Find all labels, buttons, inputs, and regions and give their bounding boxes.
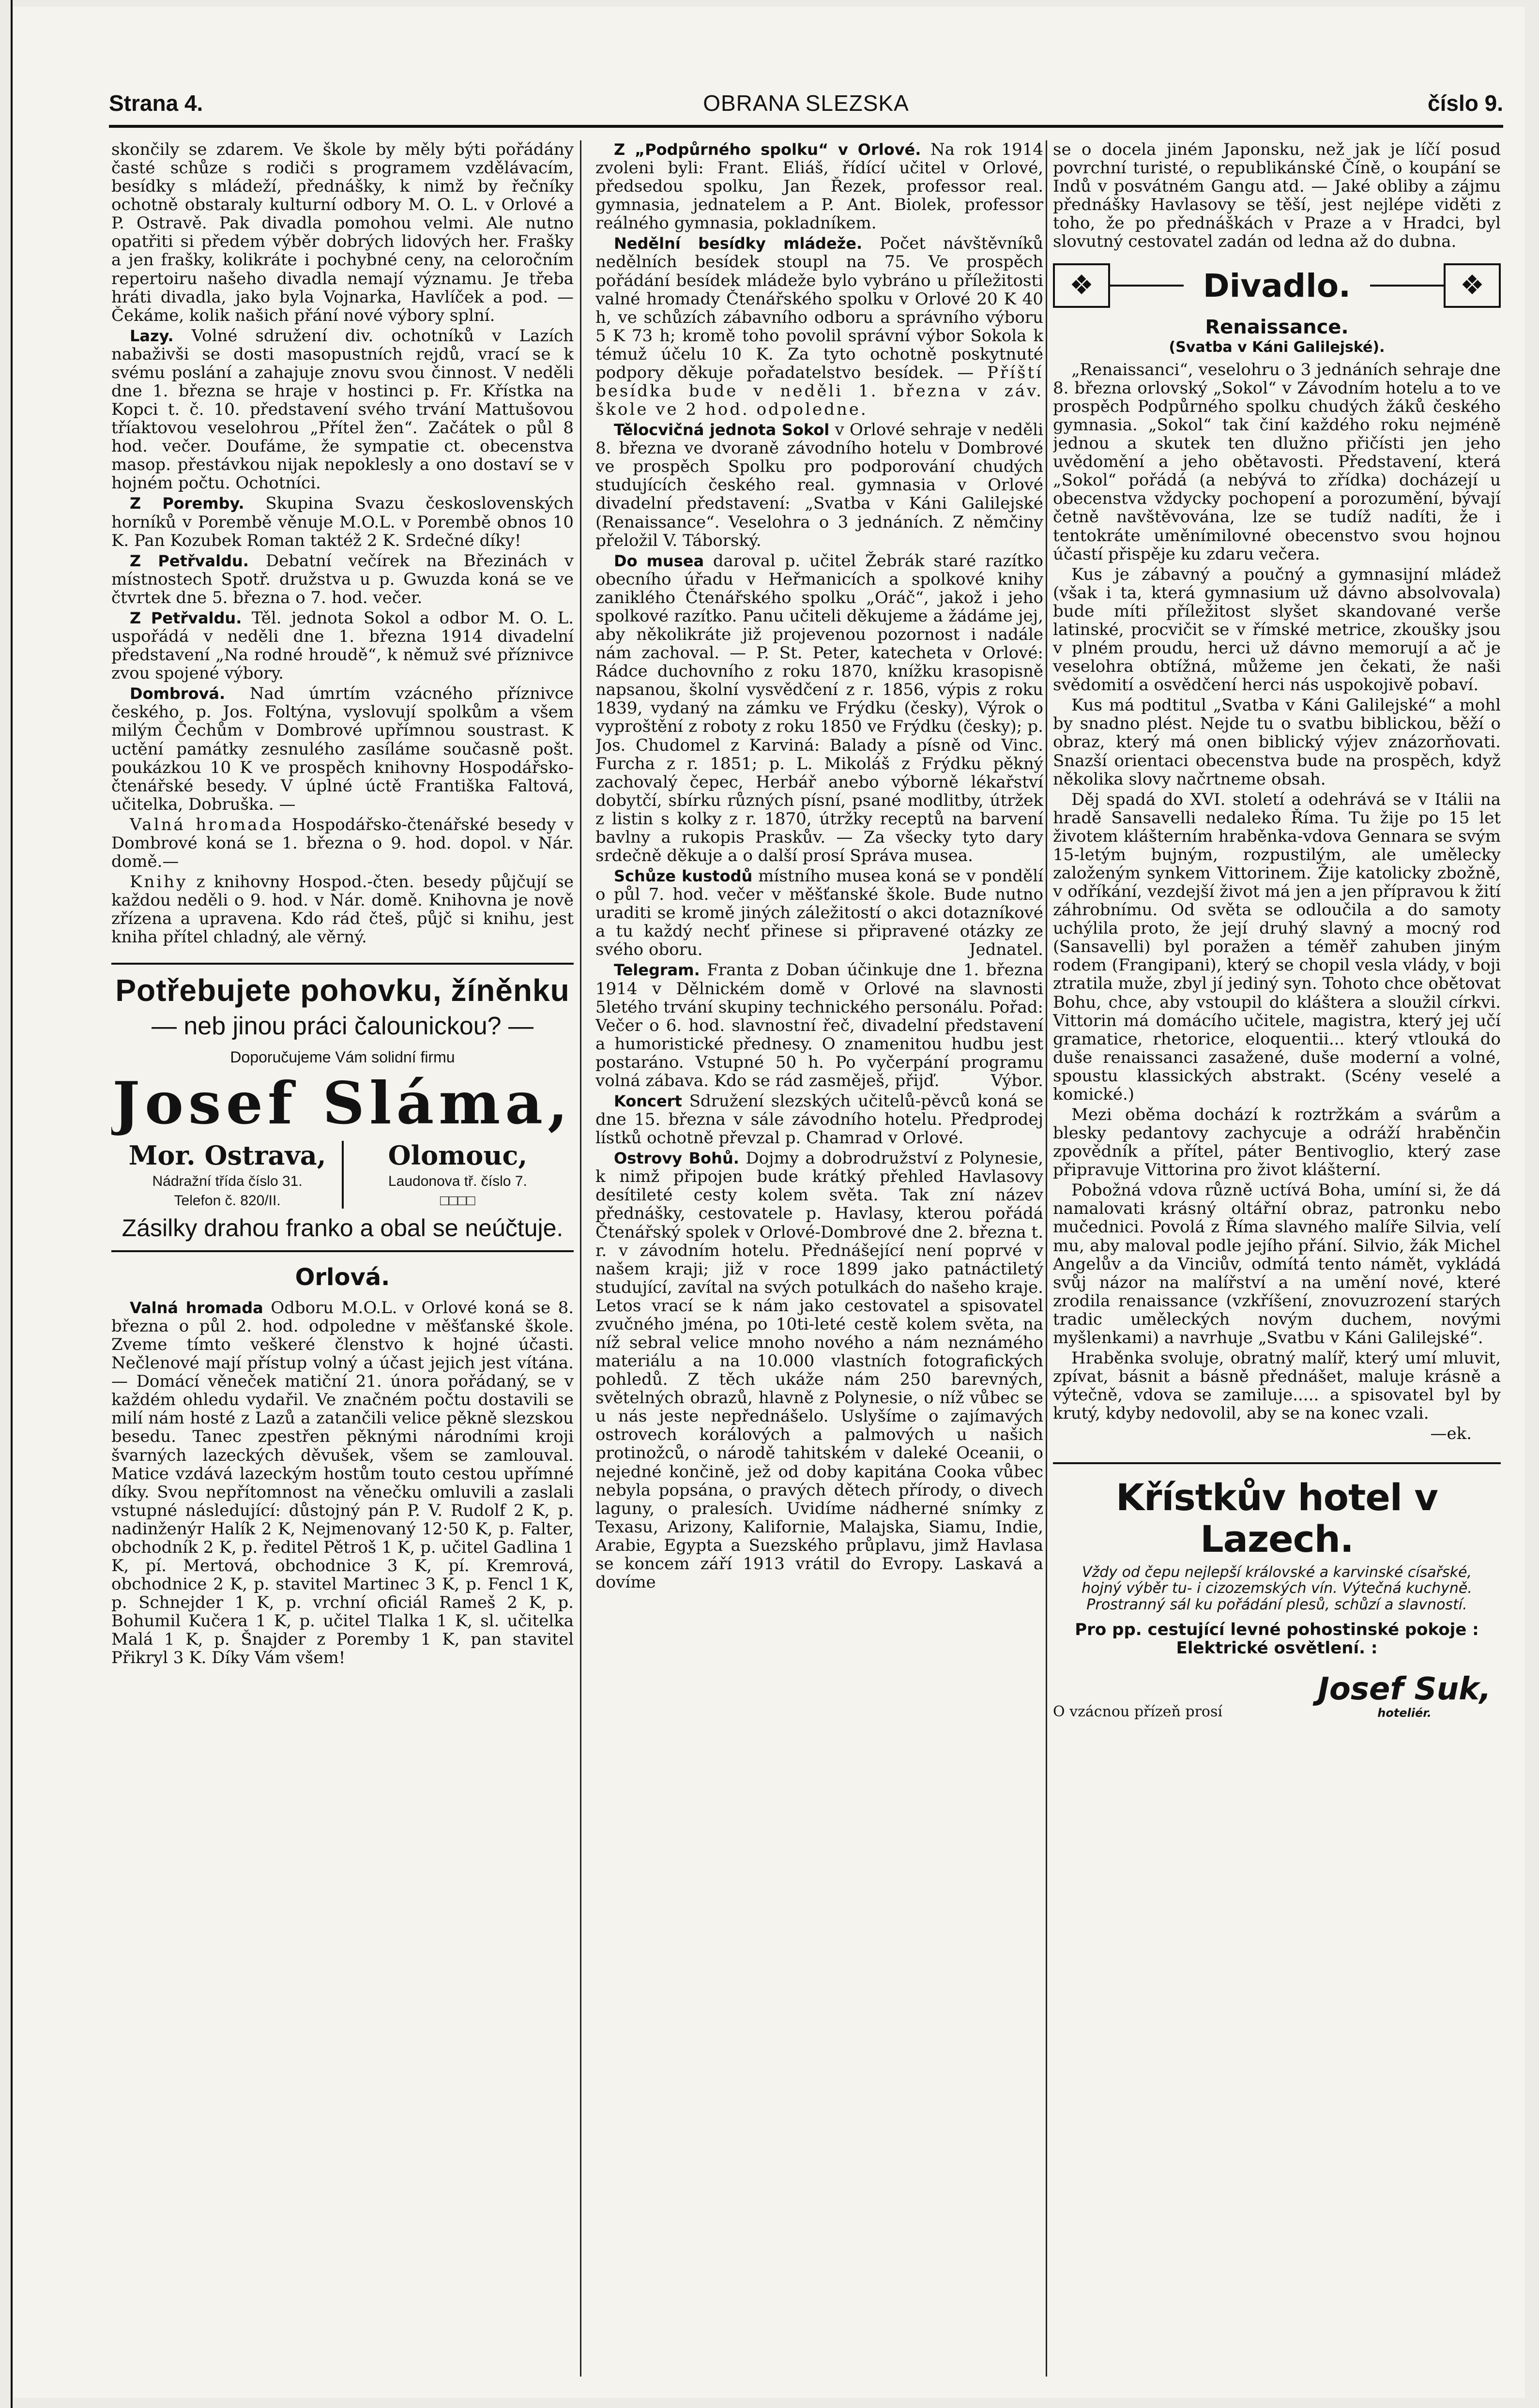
news-text: Volné sdružení div. ochotníků v Lazích nabaživši se dosti masopustních rejdů, vrací se k svému poslání a zahajuje znovu svou činnost. V neděli dne 1. března se hraje v hostinci p. Fr. Křístka na Kopci t. č. 10. představení svého trvání Mattušovou tříaktovou veselohrou „Přítel žen“. Začátek o půl 8 hod. večer. Doufáme, že sympatie ct. obecenstva masop. přestávkou nijak nepoklesly a ono dostaví se v hojném počtu. Ochotníci.	[111, 326, 574, 493]
ad-shipping-note: Zásilky drahou franko a obal se neúčtuje.	[122, 1214, 564, 1242]
issue-number: číslo 9.	[1428, 91, 1503, 116]
news-item	[111, 684, 574, 814]
hotel-owner	[1318, 1672, 1491, 1720]
news-item	[595, 421, 1043, 550]
ad-address: Nádražní třída číslo 31.	[152, 1173, 303, 1189]
hotel-description: Vždy od čepu nejlepší královské a karvinské císařské, hojný výběr tu- i cizozemských vín. Výtečná kuchyně. Prostranný sál ku pořádání plesů, schůzí a slavností.	[1082, 1563, 1472, 1613]
article-paragraph: Pobožná vdova různě uctívá Boha, umíní si, že dá namalovati krásný oltářní obraz, patronku nebo mučednici. Povolá z Říma slavného malíře Silvia, velí mu, aby maloval podle jejího přání. Silvio, žák Michel Angelův a da Vinciův, odmítá tento námět, vykládá svůj názor na malířství a na umění nové, které zrodila renaissance (vzkříšení, znovuzrození starých tradic uměleckých novým duchem, novými myšlenkami) a navrhuje „Svatbu v Káni Galilejské“.	[1053, 1181, 1501, 1348]
hotel-owner-title: hoteliér.	[1377, 1706, 1432, 1720]
ad-address: Laudonova tř. číslo 7.	[388, 1173, 527, 1189]
ad-company-name: Josef Sláma,	[112, 1069, 573, 1138]
ad-divider	[342, 1141, 344, 1209]
news-text: Debatní večírek na Březinách v místnostech Spotř. družstva u p. Gwuzda koná se ve čtvrtek dne 5. března o 7. hod. večer.	[111, 551, 574, 607]
hotel-request: O vzácnou přízeň prosí	[1053, 1703, 1222, 1720]
news-item	[595, 961, 1043, 1090]
column-left	[111, 140, 574, 2377]
news-item	[595, 1092, 1043, 1147]
news-text: Dojmy a dobrodružství z Polynesie, k nimž připojen bude krátký přehled Havlasovy desítileté cesty kolem světa. Tak zní název přednášky, cestovatele p. Havlasy, kterou pořádá Čtenářský spolek v Orlové-Dombrové dne 2. března t. r. v závodním hotelu. Přednášející není poprvé v našem kraji; již v roce 1899 jako patnáctiletý studující, zavítal na svých potulkách do našeho kraje. Letos vrací se k nám jako cestovatel a spisovatel zvučného jména, po 10ti-leté cestě kolem světa, na níž sebral velice mnoho nového a nám neznámého materiálu a na 10.000 vlastních fotografických pohledů. Z těch ukáže nám 250 barevných, světelných obrazů, hlavně z Polynesie, o níž vůbec se u nás jeste nepřednášelo. Uslyšíme o zajímavých ostrovech korálových a palmových u našich protinožců, o národě tahitském v daleké Oceanii, o nejedné končině, jež od doby kapitána Cooka vůbec nebyla popsána, o pravých dětech přírody, o divech laguny, o pralesích. Uvidíme nádherné snímky z Texasu, Arizony, Kalifornie, Malajska, Siamu, Indie, Arabie, Egypta a Suezského průplavu, jimž Havlasa se koncem září 1913 vrátil do Evropy. Laskavá a dovíme	[595, 1149, 1043, 1592]
news-heading: Knihy	[130, 872, 188, 892]
news-text: Sdružení slezských učitelů-pěvců koná se dne 15. března v sále závodního hotelu. Předprodej lístků ochotně převzal p. Chamrad v Orlové.	[595, 1091, 1043, 1148]
news-heading: Valná hromada	[130, 1298, 263, 1317]
column-right	[1053, 140, 1501, 2377]
news-item	[111, 609, 574, 682]
play-subtitle: (Svatba v Káni Galilejské).	[1169, 339, 1385, 356]
news-text: Počet návštěvníků nedělních besídek stoupl na 75. Ve prospěch pořádání besídek mládeže bylo vybráno u příležitosti valné hromady Čtenářského spolku v Orlové 20 K 40 h, ve schůzích zábavního odboru a správního výboru 5 K 73 h; kromě toho povolil správní výbor Sokola k témuž účelu 10 K. Za tyto ochotně poskytnuté podpory děkuje pořadatelstvo besídek. —	[595, 234, 1043, 382]
page-header	[109, 85, 1503, 120]
article-paragraph: se o docela jiném Japonsku, než jak je líčí posud povrchní turisté, o republikánské Číně, o koupání se Indů v posvátném Gangu atd. — Jaké obliby a zájmu přednášky Havlasovy se těší, jest nejlépe viděti z toho, že po přednáškách v Praze a v Hradci, byl slovutný cestovatel zadán od ledna až do dubna.	[1053, 140, 1501, 252]
upholsterer-advertisement	[111, 963, 574, 1252]
news-heading: Ostrovy Bohů.	[614, 1149, 739, 1168]
news-item	[111, 1299, 574, 1667]
ad-city: Mor. Ostrava,	[128, 1140, 326, 1171]
news-item	[595, 234, 1043, 419]
ad-subheadline: — neb jinou práci čalounickou? —	[151, 1012, 534, 1041]
news-heading: Z Poremby.	[130, 494, 244, 513]
news-item	[595, 867, 1043, 959]
news-item	[595, 1149, 1043, 1591]
ad-locations	[111, 1141, 574, 1209]
news-item	[111, 327, 574, 493]
column-middle	[595, 140, 1043, 2377]
ad-location-ostrava	[121, 1141, 334, 1209]
ad-recommendation: Doporučujeme Vám solidní firmu	[230, 1048, 455, 1066]
newspaper-title: OBRANA SLEZSKA	[703, 91, 909, 116]
news-item	[595, 140, 1043, 232]
banner-rule	[1110, 285, 1184, 287]
ad-location-olomouc	[351, 1141, 564, 1209]
news-heading: Do musea	[614, 551, 704, 570]
news-heading: Z „Podpůrného spolku“ v Orlové.	[614, 140, 921, 159]
news-text-spaced: Příští besídka bude v neděli 1. března v záv. škole ve 2 hod. odpoledne.	[595, 363, 1043, 420]
news-item	[111, 816, 574, 871]
news-text: v Orlové sehraje v neděli 8. března ve dvoraně závodního hotelu v Dombrové ve prospěch Spolku pro podporování chudých studujících českého real. gymnasia v Orlové divadelní představení: „Svatba v Káni Galilejské (Renaissance“. Veselohra o 3 jednáních. Z němčiny přeložil V. Táborský.	[595, 420, 1043, 550]
news-heading: Schůze kustodů	[614, 867, 753, 886]
news-text: Odboru M.O.L. v Orlové koná se 8. března o půl 2. hod. odpoledne v měšťanské škole. Zveme tímto veškeré členstvo k hojné účasti. Nečlenové mají přístup volný a účast jejich jest vítána. — Domácí věneček matiční 21. února pořádaný, se v každém ohledu vydařil. Ve značném počtu dostavili se milí nám hosté z Lazů a zatančili velice pěkně slezskou besedu. Tanec zpestřen pěknými národními kroji švarných lazeckých děvušek, všem se zamlouval. Matice vzdává lazeckým hostům touto cestou upřímné díky. Svou nepřítomnost na věnečku omluvili a zaslali vstupné následující: důstojný pán P. V. Rudolf 2 K, p. nadinženýr Halík 2 K, Nejmenovaný 12·50 K, p. Falter, obchodník 2 K, p. ředitel Pětroš 1 K, p. učitel Gadlina 1 K, pí. Mertová, obchodnice 3 K, pí. Kremrová, obchodnice 2 K, p. stavitel Martinec 3 K, p. Fencl 1 K, p. Schnejder 1 K, p. vrchní oficiál Rameš 2 K, p. Bohumil Kučera 1 K, p. učitel Tlalka 1 K, sl. učitelka Malá 1 K, p. Šnajder z Poremby 1 K, pan stavitel Přikryl 3 K. Díky Vám všem!	[111, 1298, 574, 1668]
header-rule	[109, 125, 1503, 128]
news-text: Hospodářsko-čtenářské besedy v Dombrové koná se 1. března o 9. hod. dopol. v Nár. domě.—	[111, 815, 574, 871]
news-heading: Nedělní besídky mládeže.	[614, 234, 863, 253]
article-paragraph: „Renaissanci“, veselohru o 3 jednáních sehraje dne 8. března orlovský „Sokol“ v Závodním hotelu a to ve prospěch Podpůrného spolku chudých žáků českého gymnasia. „Sokol“ tak činí každého roku nejméně jednou a skutek ten dlužno přičísti jen jeho uvědomění a jeho obětavosti. Představení, která „Sokol“ pořádá (a nebývá to zřídka) docházejí u obecenstva vždycky pochopení a porozumění, bývají četně navštěvována, lze se tudíž nadíti, že i tentokráte uměnímilovné obecenstvo svou hojnou účastí přispěje ku zdaru večera.	[1053, 360, 1501, 564]
news-signature: Jednatel.	[969, 940, 1043, 960]
ad-phone: Telefon č. 820/II.	[174, 1192, 281, 1209]
news-heading: Z Petřvaldu.	[130, 608, 242, 627]
news-signature: Výbor.	[991, 1071, 1043, 1090]
ad-city: Olomouc,	[388, 1140, 528, 1171]
banner-rule	[1370, 285, 1444, 287]
article-paragraph: skončily se zdarem. Ve škole by měly býti pořádány časté schůze s rodiči s programem vzdělávacím, besídky s mládeží, přednášky, k nimž by řečníky ochotně obstaraly kulturní odbory M. O. L. v Orlové a P. Ostravě. Pak divadla pomohou velmi. Ale nutno opatřiti si předem výběr dobrých lidových her. Frašky a jen frašky, kolikráte i pochybné ceny, na celoročním repertoiru našeho divadla nemají významu. Je třeba hráti divadla, jako byla Vojnarka, Havlíček a pod. — Čekáme, kolik našich přání nové výbory splní.	[111, 140, 574, 325]
column-divider	[1046, 140, 1047, 2377]
article-paragraph: Hraběnka svoluje, obratný malíř, který umí mluvit, zpívat, básnit a básně přednášet, maluje krásně a výtečně, vdova se zamiluje..... a spisovatel byl by krutý, kdyby nedovolil, aby se na konec vzali.	[1053, 1348, 1501, 1424]
theatre-section-banner	[1053, 263, 1501, 308]
ad-ornament: □□□□	[440, 1192, 475, 1209]
article-paragraph: Děj spadá do XVI. století a odehrává se v Itálii na hradě Sansavelli nedaleko Říma. Tu žije po 15 let životem klášterním hraběnka-vdova Gennara se svým 15-letým bujným, rozpustilým, ale umělecky založeným synkem Vittorinem. Žije katolicky zbožně, v odříkání, vezdejší život má jen a jen přípravou k žití záhrobnímu. Od světa se odloučila a do samoty uchýlila proto, že její druhý slavný a mocný rod (Sansavelli) byl poražen a téměř zahuben jiným rodem (Frangipani), který se chopil vesla vlády, v boji ztratila muže, zbyl jí jediný syn. Tohoto chce obětovat Bohu, chce, aby vstoupil do kláštera a sloužil církvi. Vittorin má domácího učitele, magistra, který jej učí gramatice, rhetorice, eloquentii... který vtlouká do duše renaissanci zasažené, duše moderní a volné, spoustu klassických abstrakt. (Scény veselé a komické.)	[1053, 789, 1501, 1104]
column-divider	[580, 140, 581, 2377]
news-text: Těl. jednota Sokol a odbor M. O. L. uspořádá v neděli dne 1. března 1914 divadelní představení „Na rodné hroudě“, k němuž své příznivce zvou spojené výbory.	[111, 608, 574, 683]
news-text: z knihovny Hospod.-čten. besedy půjčují se každou neděli o 9. hod. v Nár. domě. Knihovna je nově zřízena a upravena. Kdo rád čteš, půjč si knihu, jest kniha přítel chladný, ale věrný.	[111, 872, 574, 947]
theatre-section-title: Divadlo.	[1203, 267, 1351, 304]
news-text: Na rok 1914 zvoleni byli: Frant. Eliáš, řídící učitel v Orlové, předsedou spolku, Jan Řezek, professor real. gymnasia, jednatelem a P. Ant. Biolek, professor reálného gymnasia, pokladníkem.	[595, 140, 1043, 233]
news-heading: Z Petřvaldu.	[130, 551, 249, 570]
article-paragraph: Kus je zábavný a poučný a gymnasijní mládež (však i ta, která gymnasium už dávno absolvovala) bude míti příležitost slyšet skandované verše latinské, procvičit se v římské metrice, zkoušky jsou v plném proudu, herci už dávno memorují a ač je veselohra obtížná, můžeme jen čekati, že naši svědomití a osvědčení herci nás uspokojivě pobaví.	[1053, 564, 1501, 695]
section-heading-orlova: Orlová.	[295, 1264, 390, 1291]
news-heading: Dombrová.	[130, 684, 226, 703]
news-text: Franta z Doban účinkuje dne 1. března 1914 v Dělnickém domě v Orlové na slavnosti 5letého trvání skupiny technického personálu. Pořad: Večer o 6. hod. slavnostní řeč, divadelní představení a humoristické přednesy. O znamenitou hudbu jest postaráno. Vstupné 50 h. Po vyčerpání programu volná zábava. Kdo se rád zasměješ, přijď.	[595, 960, 1043, 1090]
news-text: Skupina Svazu československých horníků v Porembě věnuje M.O.L. v Porembě obnos 10 K. Pan Kozubek Roman taktéž 2 K. Srdečné díky!	[111, 494, 574, 550]
ornament-icon: ❖	[1444, 263, 1501, 308]
news-heading: Koncert	[614, 1091, 682, 1110]
page-number: Strana 4.	[109, 91, 203, 116]
article-paragraph: Kus má podtitul „Svatba v Káni Galilejské“ a mohl by snadno plést. Nejde tu o svatbu biblickou, běží o obraz, který má onen biblický výjev znázorňovati. Snazší orientaci obecenstva bude na prospěch, když několika slovy načrtneme obsah.	[1053, 696, 1501, 789]
hotel-advertisement	[1053, 1462, 1501, 1720]
news-item	[111, 552, 574, 607]
news-text: Nad úmrtím vzácného příznivce českého, p. Jos. Foltýna, vyslovují spolkům a všem milým Čechům v Dombrové upřímnou soustrast. K uctění památky zesnulého zasíláme současně pošt. poukázkou 10 K ve prospěch knihovny Hospodářsko-čtenářské besedy. V úplné úctě Františka Faltová, učitelka, Dobruška. —	[111, 684, 574, 814]
article-paragraph: Mezi oběma dochází k roztržkám a svárům a blesky pedantovy zachycuje a odráží hraběnčin zpovědník a přítel, páter Bentivoglio, který zase připravuje Vittorina pro život klášterní.	[1053, 1105, 1501, 1180]
hotel-owner-name: Josef Suk,	[1318, 1671, 1491, 1707]
play-title: Renaissance.	[1205, 316, 1349, 339]
news-text: daroval p. učitel Žebrák staré razítko obecního úřadu v Heřmanicích a spolkové knihy zaniklého Čtenářského spolku „Oráč“, jakož i jeho spolkové razítko. Panu učiteli děkujeme a žádáme jej, aby několikráte již projevenou pozornost i nadále nám zachoval. — P. St. Peter, katecheta v Orlové: Rádce duchovního z roku 1870, knížku krasopisně napsanou, školní vysvědčení z r. 1856, výpis z roku 1839, vydaný na zámku ve Frýdku (česky), Výrok o vyproštění z roboty z roku 1850 ve Frýdku (česky); p. Jos. Chudomel z Karviná: Balady a písně od Vinc. Furcha z r. 1851; p. L. Mikoláš z Frýdku pěkný zachovalý čepec, Herbář anebo výborně lékařství dobytčí, sbírku různých písní, psané modlitby, útržek z listin s kolky z r. 1870, útržky receptů na barvení bavlny a rukopis Praskův. — Za všecky tyto dary srdečně děkuje a o další prosí Správa musea.	[595, 551, 1043, 865]
news-item	[595, 552, 1043, 865]
hotel-rooms: Pro pp. cestující levné pohostinské pokoje : Elektrické osvětlení. :	[1075, 1620, 1479, 1658]
article-signature: —ek.	[1430, 1424, 1472, 1444]
news-heading: Valná hromada	[130, 815, 284, 834]
news-text: místního musea koná se v pondělí o půl 7. hod. večer v měšťanské škole. Bude nutno uraditi se kromě jiných záležitostí o akci dotazníkové a tu každý nechť přinese si připravené otázky ze svého oboru.	[595, 866, 1043, 960]
ornament-icon: ❖	[1053, 263, 1110, 308]
ad-headline: Potřebujete pohovku, žíněnku	[115, 973, 570, 1008]
news-heading: Telegram.	[614, 961, 700, 980]
news-item	[111, 873, 574, 946]
news-heading: Lazy.	[130, 326, 174, 345]
news-heading: Tělocvičná jednota Sokol	[614, 421, 830, 439]
hotel-name: Křístkův hotel v Lazech.	[1116, 1476, 1438, 1560]
news-item	[111, 494, 574, 549]
hotel-footer	[1053, 1672, 1501, 1720]
left-margin-rule	[11, 0, 13, 2408]
